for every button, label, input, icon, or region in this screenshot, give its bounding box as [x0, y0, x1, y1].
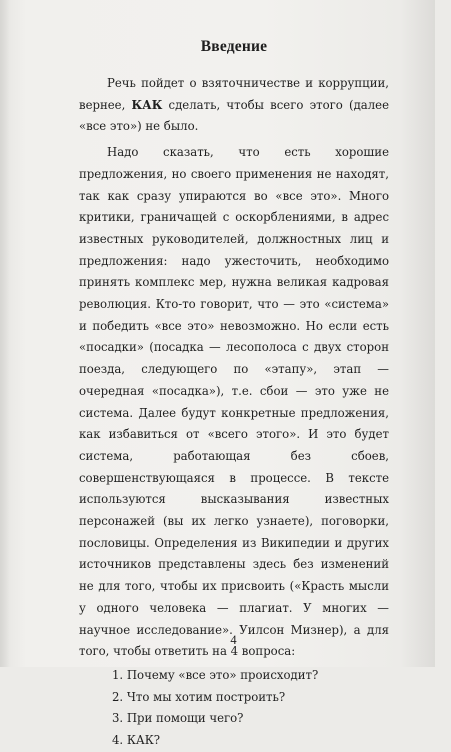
intro-text-start: Речь пойдет о взяточничестве и коррупции, вернее, — [79, 76, 389, 112]
intro-emphasis: КАК — [131, 97, 163, 112]
question-item-3: 3. При помощи чего? — [112, 711, 244, 726]
intro-text-end: сделать, чтобы всего этого (далее «все это») не было. — [79, 97, 389, 134]
body-paragraph: Надо сказать, что есть хорошие предложения, но своего применения не находят, так как сразу упираются во «все это». Много критики, граничащей с оскорблениями, в адрес известных руководителей, должностных лиц и предложения: надо ужесточить, необходимо принять комплекс мер, нужна великая кадровая революция. Кто-то говорит, что — это «система» и победить «все это» невозможно. Но если есть «посадки» (посадка — лесополоса с двух сторон поезда, следующего по «этапу», этап — очередная «посадка»), т.е. сбои — это уже не система. Далее будут конкретные предложения, как избавиться от «всего этого». И это будет система, работающая без сбоев, совершенствующаяся в процессе. В тексте используются высказывания известных персонажей (вы их легко узнаете), поговорки, пословицы. Определения из Википедии и других источников представлены здесь без изменений не для того, чтобы их присвоить («Красть мысли у одного человека — плагиат. У многих — научное исследование». Уилсон Мизнер), а для того, чтобы ответить на 4 вопроса: — [79, 145, 389, 659]
page-number: 4 — [230, 633, 237, 647]
questions-list — [79, 665, 389, 752]
question-item-4: 4. КАК? — [112, 733, 161, 748]
question-item-1: 1. Почему «все это» происходит? — [112, 667, 319, 682]
chapter-heading: Введение — [200, 38, 268, 55]
intro-paragraph — [79, 73, 389, 138]
question-item-2: 2. Что мы хотим построить? — [112, 689, 286, 704]
